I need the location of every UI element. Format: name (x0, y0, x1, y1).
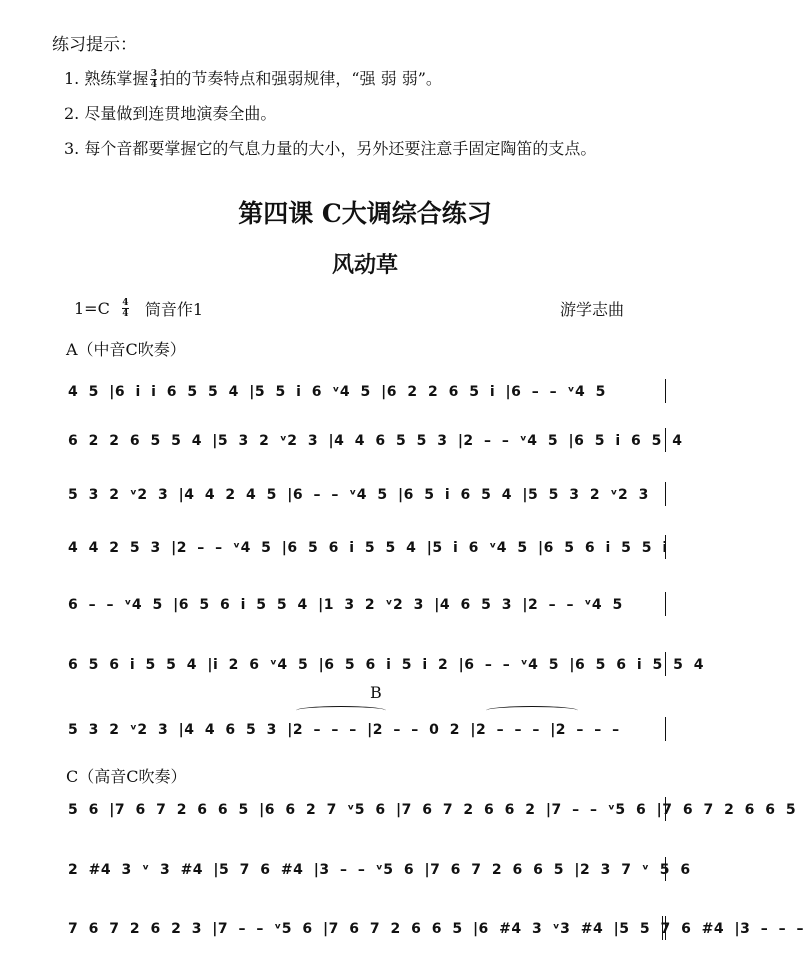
tip-1-suffix: 拍的节奏特点和强弱规律，“强 弱 弱”。 (159, 69, 442, 88)
score-row-2: 6 2 2 6 5 5 4 |5 3 2 ᵛ2 3 |4 4 6 5 5 3 |2 – – ᵛ4 5 |6 5 i 6 5 4 (68, 430, 668, 452)
tie-slur (486, 706, 578, 715)
lesson-title: 第四课 C大调综合练习 (238, 199, 492, 228)
section-a-label: A（中音C吹奏） (66, 340, 186, 359)
four-four-time-signature: $\frac{4}{4}$ (122, 298, 129, 319)
practice-tips-heading: 练习提示： (52, 35, 137, 55)
score-row-10: 7 6 7 2 6 2 3 |7 – – ᵛ5 6 |7 6 7 2 6 6 5 |6 #4 3 ᵛ3 #4 |5 5 7 6 #4 |3 – – – (68, 918, 668, 940)
key-signature: 1=C (74, 299, 110, 318)
tie-slur (296, 706, 386, 715)
tip-1-prefix: 1. 熟练掌握 (64, 69, 149, 88)
section-c-label: C（高音C吹奏） (66, 767, 187, 786)
fingering-note: 筒音作1 (144, 300, 204, 319)
section-b-label: B (370, 683, 382, 702)
score-row-1: 4 5 |6 i i 6 5 5 4 |5 5 i 6 ᵛ4 5 |6 2 2 6 5 i |6 – – ᵛ4 5 (68, 381, 668, 403)
three-four-time-signature: $\frac{3}{4}$ (150, 69, 157, 90)
composer-credit: 游学志曲 (560, 300, 625, 319)
score-row-4: 4 4 2 5 3 |2 – – ᵛ4 5 |6 5 6 i 5 5 4 |5 i 6 ᵛ4 5 |6 5 6 i 5 5 i (68, 537, 668, 559)
song-key-meta (74, 297, 203, 320)
score-row-6: 6 5 6 i 5 5 4 |i 2 6 ᵛ4 5 |6 5 6 i 5 i 2 |6 – – ᵛ4 5 |6 5 6 i 5 5 4 (68, 654, 668, 676)
score-row-3: 5 3 2 ᵛ2 3 |4 4 2 4 5 |6 – – ᵛ4 5 |6 5 i 6 5 4 |5 5 3 2 ᵛ2 3 (68, 484, 668, 506)
practice-tip-3: 3. 每个音都要掌握它的气息力量的大小，另外还要注意手固定陶笛的支点。 (64, 139, 597, 158)
score-row-9: 2 #4 3 ᵛ 3 #4 |5 7 6 #4 |3 – – ᵛ5 6 |7 6 7 2 6 6 5 |2 3 7 ᵛ 5 6 (68, 859, 668, 881)
practice-tip-2: 2. 尽量做到连贯地演奏全曲。 (64, 104, 277, 123)
song-title: 风动草 (331, 252, 398, 278)
score-row-5: 6 – – ᵛ4 5 |6 5 6 i 5 5 4 |1 3 2 ᵛ2 3 |4 6 5 3 |2 – – ᵛ4 5 (68, 594, 668, 616)
practice-tip-1 (64, 66, 442, 89)
score-row-7: 5 3 2 ᵛ2 3 |4 4 6 5 3 |2 – – – |2 – – 0 2 |2 – – – |2 – – – (68, 719, 668, 741)
score-row-8: 5 6 |7 6 7 2 6 6 5 |6 6 2 7 ᵛ5 6 |7 6 7 2 6 6 2 |7 – – ᵛ5 6 |7 6 7 2 6 6 5 (68, 799, 668, 821)
